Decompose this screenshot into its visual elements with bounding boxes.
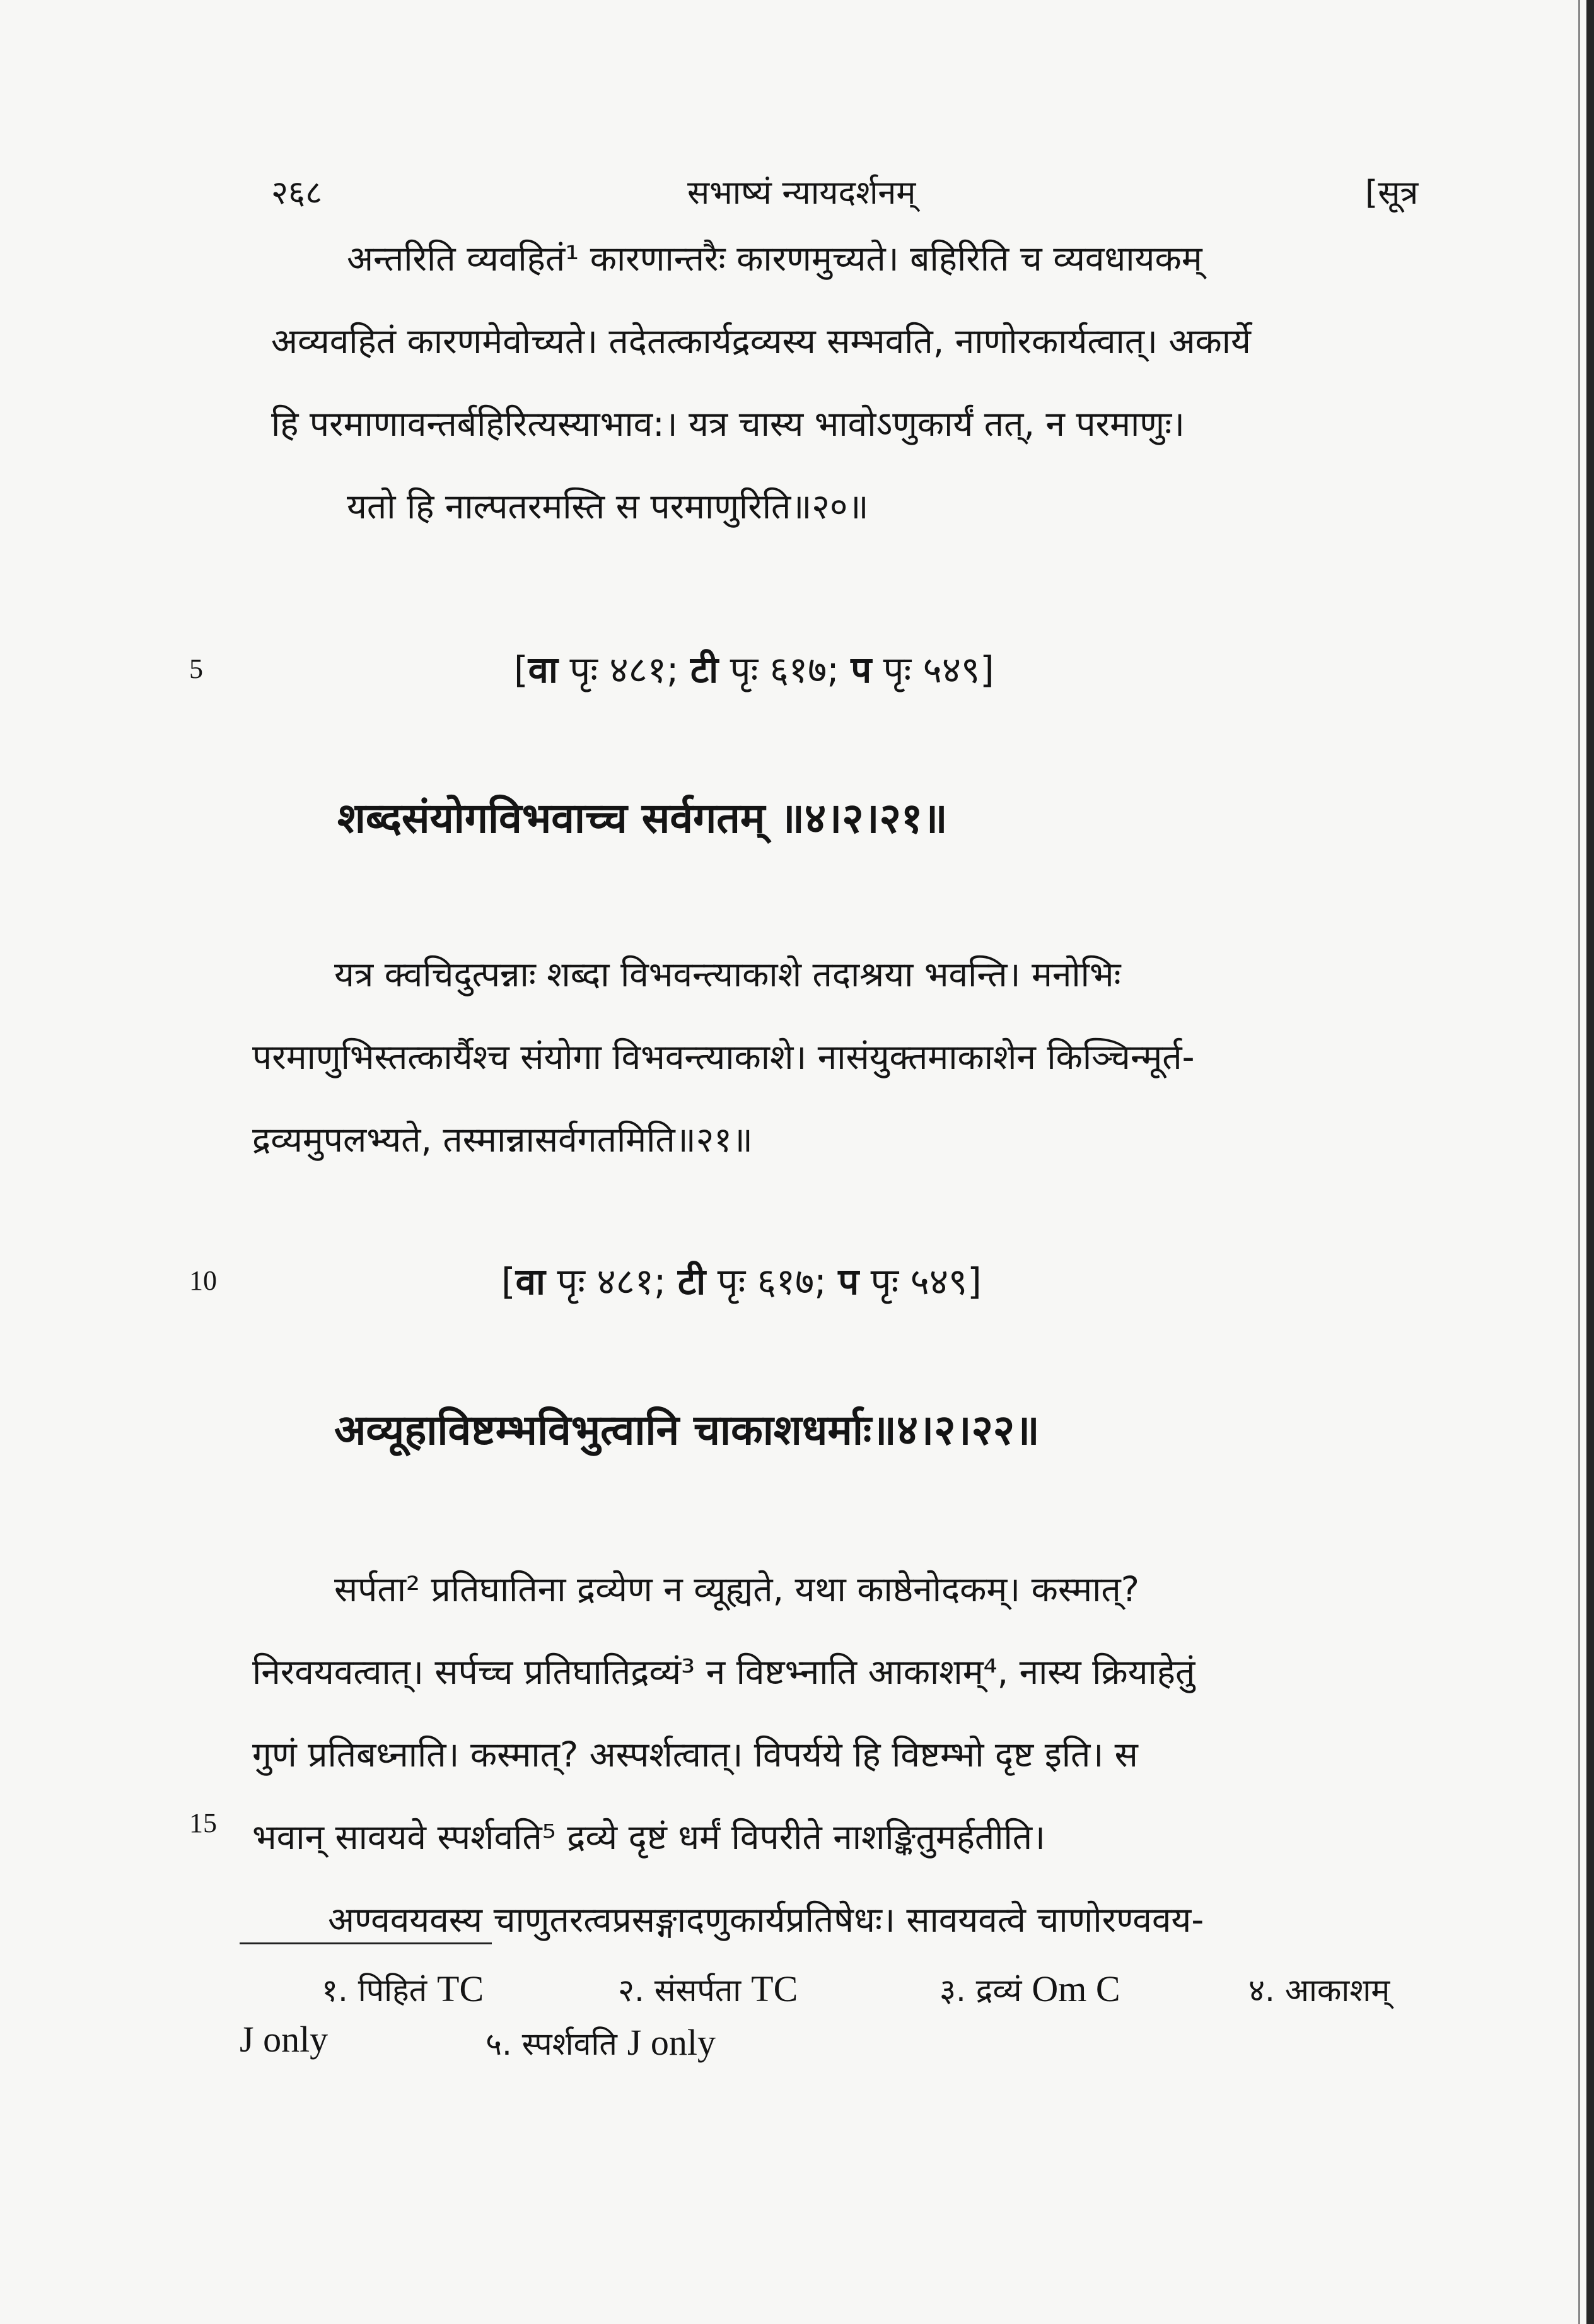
page-number: २६८ — [271, 174, 323, 212]
ref-pa: प — [838, 1260, 859, 1303]
text-line: यतो हि नाल्पतरमस्ति स परमाणुरिति॥२०॥ — [347, 486, 869, 527]
footnote-4 — [1248, 1968, 1390, 2011]
ref-pa-page: पृः ५४९] — [871, 648, 994, 691]
footnote-label: ४. आकाशम् — [1248, 1972, 1390, 2009]
ref-ti: टी — [690, 648, 719, 691]
footnote-source: Om C — [1032, 1968, 1120, 2009]
ref-pa: प — [851, 648, 872, 691]
ref-va-page: पृः ४८१; — [545, 1260, 678, 1303]
text-line: यत्र क्वचिदुत्पन्नाः शब्दा विभवन्त्याकाशे तदाश्रया भवन्ति। मनोभिः — [334, 954, 1121, 995]
footnote-3 — [940, 1968, 1120, 2011]
binding-shadow — [1578, 0, 1580, 2324]
text-line: गुणं प्रतिबध्नाति। कस्मात्? अस्पर्शत्वात्। विपर्यये हि विष्टम्भो दृष्ट इति। स — [252, 1734, 1138, 1775]
bracket: [ — [501, 1260, 516, 1303]
sutra-21: शब्दसंयोगविभवाच्च सर्वगतम् ॥४।२।२१॥ — [337, 794, 948, 843]
footnote-label: ५. स्पर्शवति — [486, 2026, 617, 2062]
ref-va: वा — [528, 648, 558, 691]
ref-ti: टी — [677, 1260, 706, 1303]
cross-reference-1 — [514, 643, 994, 693]
text-line: सर्पता² प्रतिघातिना द्रव्येण न व्यूह्यते, यथा काष्ठेनोदकम्। कस्मात्? — [334, 1569, 1139, 1609]
footnote-source: TC — [751, 1968, 798, 2009]
text-line: निरवयवत्वात्। सर्पच्च प्रतिघातिद्रव्यं³ न विष्टभ्नाति आकाशम्⁴, नास्य क्रियाहेतुं — [252, 1652, 1196, 1692]
line-number: 10 — [189, 1265, 217, 1296]
footnote-5 — [486, 2021, 716, 2064]
line-number: 5 — [189, 653, 203, 684]
ref-ti-page: पृः ६१७; — [706, 1260, 839, 1303]
footnote-source: TC — [437, 1968, 484, 2009]
footnote-source: J only — [627, 2022, 716, 2063]
text-line: अव्यवहितं कारणमेवोच्यते। तदेतत्कार्यद्रव्यस्य सम्भवति, नाणोरकार्यत्वात्। अकार्ये — [271, 321, 1251, 361]
text-line: अन्तरिति व्यवहितं¹ कारणान्तरैः कारणमुच्यते। बहिरिति च व्यवधायकम् — [347, 238, 1202, 279]
running-title: सभाष्यं न्यायदर्शनम् — [687, 174, 916, 212]
text-line: भवान् सावयवे स्पर्शवति⁵ द्रव्ये दृष्टं धर्मं विपरीते नाशङ्कितुमर्हतीति। — [252, 1817, 1045, 1857]
commentary-paragraph-1 — [271, 218, 1251, 548]
footnote-label: ३. द्रव्यं — [940, 1972, 1022, 2009]
footnote-label: २. संसर्पता — [618, 1972, 742, 2009]
line-number: 15 — [189, 1807, 217, 1838]
footnote-source: J only — [240, 2019, 329, 2060]
footnote-label: १. पिहितं — [322, 1972, 428, 2009]
running-section: [सूत्र — [1365, 174, 1419, 212]
text-line: हि परमाणावन्तर्बहिरित्यस्याभाव:। यत्र चास्य भावोऽणुकार्यं तत्, न परमाणुः। — [271, 404, 1185, 444]
cross-reference-2 — [501, 1255, 982, 1305]
footnote-2 — [618, 1968, 798, 2011]
text-line: द्रव्यमुपलभ्यते, तस्मान्नासर्वगतमिति॥२१॥ — [252, 1119, 753, 1160]
text-line: अण्ववयवस्य चाणुतरत्वप्रसङ्गादणुकार्यप्रतिषेधः। सावयवत्वे चाणोरण्ववय- — [328, 1900, 1204, 1940]
footnote-4-continued — [240, 2018, 328, 2060]
ref-va: वा — [515, 1260, 545, 1303]
bracket: [ — [514, 648, 528, 691]
footnote-1 — [322, 1968, 484, 2011]
commentary-paragraph-2 — [252, 933, 1194, 1181]
text-line: परमाणुभिस्तत्कार्यैश्च संयोगा विभवन्त्याकाशे। नासंयुक्तमाकाशेन किञ्चिन्मूर्त- — [252, 1037, 1195, 1077]
ref-pa-page: पृः ५४९] — [859, 1260, 982, 1303]
commentary-paragraph-3 — [252, 1548, 1204, 1961]
ref-va-page: पृः ४८१; — [557, 648, 690, 691]
footnote-separator — [240, 1942, 492, 1944]
binding-edge — [1586, 0, 1594, 2324]
ref-ti-page: पृः ६१७; — [718, 648, 851, 691]
sutra-22: अव्यूहाविष्टम्भविभुत्वानि चाकाशधर्माः॥४।२।२२॥ — [334, 1406, 1040, 1454]
